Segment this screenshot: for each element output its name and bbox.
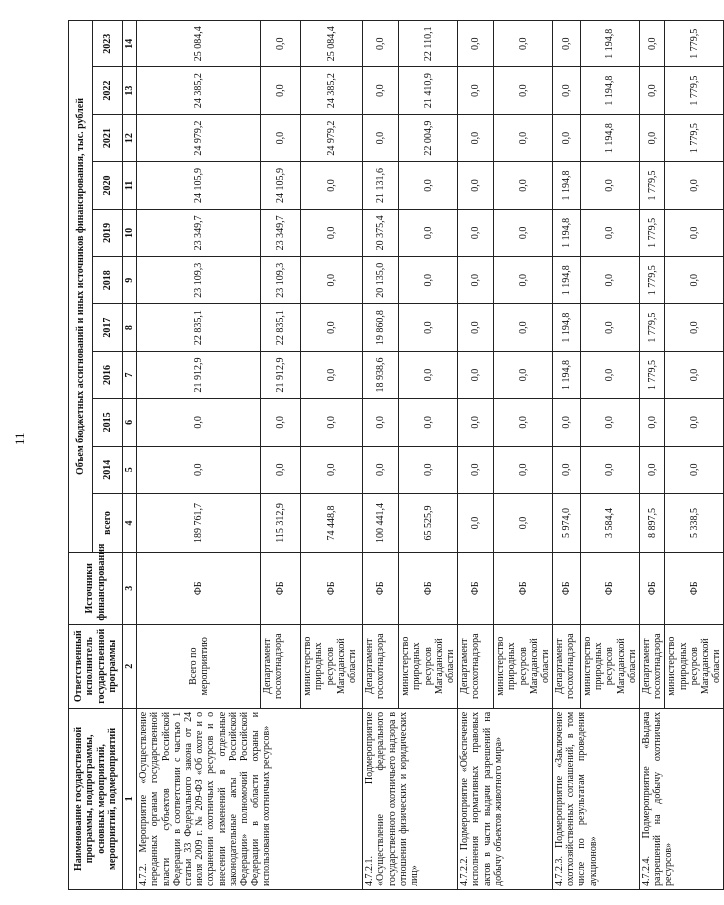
- row-year-value: 22 004,9: [399, 114, 458, 161]
- row-year-value: 0,0: [261, 114, 301, 161]
- row-year-value: 0,0: [494, 162, 553, 209]
- row-total-value: 100 441,4: [363, 493, 399, 552]
- row-year-value: 24 385,2: [301, 67, 363, 114]
- column-number: 12: [123, 114, 137, 161]
- row-year-value: 1 779,5: [640, 209, 665, 256]
- row-year-value: 0,0: [399, 209, 458, 256]
- row-executor: министерство природных ресурсов Магаданской области: [494, 624, 553, 708]
- row-year-value: 0,0: [301, 351, 363, 398]
- row-year-value: 0,0: [665, 162, 724, 209]
- row-executor: Департамент госохотнадзора: [363, 624, 399, 708]
- row-year-value: 0,0: [261, 446, 301, 493]
- row-name: 4.7.2.1. Подмероприятие «Осуществление федерального государственного охотничьего надзора в отношении физических и юридических лиц»: [363, 708, 458, 889]
- row-year-value: 0,0: [494, 114, 553, 161]
- row-year-value: 0,0: [494, 67, 553, 114]
- row-year-value: 0,0: [458, 399, 494, 446]
- row-year-value: 23 349,7: [261, 209, 301, 256]
- row-total-value: 5 974,0: [553, 493, 581, 552]
- column-number: 3: [123, 552, 137, 624]
- row-source: ФБ: [494, 552, 553, 624]
- row-year-value: 0,0: [363, 21, 399, 67]
- row-year-value: 0,0: [458, 351, 494, 398]
- rotated-table-wrapper: [68, 20, 723, 890]
- row-executor: Всего по мероприятию: [137, 624, 261, 708]
- row-year-value: 18 938,6: [363, 351, 399, 398]
- row-year-value: 0,0: [494, 21, 553, 67]
- row-year-value: 1 779,5: [640, 257, 665, 304]
- header-year: 2016: [93, 351, 123, 398]
- row-year-value: 0,0: [665, 304, 724, 351]
- row-year-value: 0,0: [553, 446, 581, 493]
- row-year-value: 24 105,9: [261, 162, 301, 209]
- row-year-value: 23 109,3: [261, 257, 301, 304]
- header-year: 2021: [93, 114, 123, 161]
- row-year-value: 0,0: [640, 21, 665, 67]
- row-year-value: 0,0: [261, 21, 301, 67]
- row-year-value: 1 194,8: [553, 162, 581, 209]
- row-year-value: 0,0: [553, 399, 581, 446]
- row-source: ФБ: [363, 552, 399, 624]
- row-year-value: 20 375,4: [363, 209, 399, 256]
- row-year-value: 0,0: [458, 162, 494, 209]
- row-year-value: 24 105,9: [137, 162, 261, 209]
- row-total-value: 65 525,9: [399, 493, 458, 552]
- row-year-value: 0,0: [494, 399, 553, 446]
- row-year-value: 0,0: [494, 209, 553, 256]
- row-year-value: 0,0: [399, 446, 458, 493]
- row-year-value: 0,0: [665, 399, 724, 446]
- budget-table: [68, 20, 724, 890]
- row-year-value: 0,0: [399, 399, 458, 446]
- row-source: ФБ: [399, 552, 458, 624]
- row-total-value: 189 761,7: [137, 493, 261, 552]
- row-year-value: 0,0: [137, 399, 261, 446]
- row-year-value: 0,0: [458, 257, 494, 304]
- row-year-value: 0,0: [553, 21, 581, 67]
- row-year-value: 0,0: [458, 21, 494, 67]
- row-year-value: 20 135,0: [363, 257, 399, 304]
- row-total-value: 0,0: [458, 493, 494, 552]
- row-total-value: 5 338,5: [665, 493, 724, 552]
- row-year-value: 0,0: [581, 351, 640, 398]
- row-year-value: 0,0: [581, 304, 640, 351]
- row-name: 4.7.2.4. Подмероприятие «Выдача разрешений на добычу охотничьих ресурсов»: [640, 708, 724, 889]
- row-year-value: 0,0: [458, 446, 494, 493]
- row-year-value: 1 194,8: [553, 257, 581, 304]
- row-year-value: 19 860,8: [363, 304, 399, 351]
- row-total-value: 8 897,5: [640, 493, 665, 552]
- row-year-value: 0,0: [137, 446, 261, 493]
- row-executor: министерство природных ресурсов Магаданской области: [399, 624, 458, 708]
- row-year-value: 21 912,9: [261, 351, 301, 398]
- header-year: 2018: [93, 257, 123, 304]
- row-executor: министерство природных ресурсов Магаданской области: [665, 624, 724, 708]
- row-year-value: 0,0: [458, 67, 494, 114]
- column-number: 6: [123, 399, 137, 446]
- column-number: 13: [123, 67, 137, 114]
- column-number: 10: [123, 209, 137, 256]
- row-year-value: 1 779,5: [640, 304, 665, 351]
- header-year: 2023: [93, 21, 123, 67]
- row-year-value: 0,0: [581, 257, 640, 304]
- row-source: ФБ: [458, 552, 494, 624]
- row-year-value: 21 912,9: [137, 351, 261, 398]
- row-year-value: 0,0: [494, 446, 553, 493]
- row-year-value: 0,0: [640, 114, 665, 161]
- row-year-value: 0,0: [399, 304, 458, 351]
- row-year-value: 1 779,5: [665, 21, 724, 67]
- row-year-value: 0,0: [301, 209, 363, 256]
- table-header: [69, 21, 137, 890]
- column-number: 1: [123, 708, 137, 889]
- row-year-value: 0,0: [301, 257, 363, 304]
- row-year-value: 24 979,2: [301, 114, 363, 161]
- row-year-value: 21 131,6: [363, 162, 399, 209]
- table-row: [553, 21, 581, 890]
- row-year-value: 1 779,5: [665, 114, 724, 161]
- row-year-value: 0,0: [399, 351, 458, 398]
- header-volume: Объем бюджетных ассигнований и иных источников финансирования, тыс. рублей: [69, 21, 93, 553]
- header-year: 2017: [93, 304, 123, 351]
- header-year: 2022: [93, 67, 123, 114]
- row-name: 4.7.2.3. Подмероприятие «Заключение охотхозяйственных соглашений, в том числе по результатам проведения аукционов»: [553, 708, 640, 889]
- row-year-value: 1 779,5: [665, 67, 724, 114]
- row-year-value: 0,0: [665, 446, 724, 493]
- row-year-value: 0,0: [640, 399, 665, 446]
- column-number: 4: [123, 493, 137, 552]
- row-year-value: 21 410,9: [399, 67, 458, 114]
- row-year-value: 0,0: [363, 67, 399, 114]
- row-year-value: 0,0: [581, 209, 640, 256]
- row-year-value: 0,0: [363, 399, 399, 446]
- row-executor: Департамент госохотнадзора: [261, 624, 301, 708]
- column-number: 11: [123, 162, 137, 209]
- row-source: ФБ: [640, 552, 665, 624]
- row-source: ФБ: [261, 552, 301, 624]
- row-year-value: 0,0: [301, 399, 363, 446]
- header-year: 2014: [93, 446, 123, 493]
- row-year-value: 22 110,1: [399, 21, 458, 67]
- row-year-value: 0,0: [494, 257, 553, 304]
- row-year-value: 0,0: [494, 351, 553, 398]
- row-year-value: 0,0: [363, 114, 399, 161]
- column-number: 7: [123, 351, 137, 398]
- row-year-value: 1 194,8: [581, 67, 640, 114]
- row-year-value: 0,0: [399, 162, 458, 209]
- row-year-value: 0,0: [665, 351, 724, 398]
- column-number: 5: [123, 446, 137, 493]
- row-source: ФБ: [581, 552, 640, 624]
- row-total-value: 115 312,9: [261, 493, 301, 552]
- row-executor: Департамент госохотнадзора: [458, 624, 494, 708]
- row-source: ФБ: [553, 552, 581, 624]
- row-year-value: 23 349,7: [137, 209, 261, 256]
- row-year-value: 1 194,8: [553, 304, 581, 351]
- row-year-value: 24 385,2: [137, 67, 261, 114]
- row-year-value: 24 979,2: [137, 114, 261, 161]
- row-year-value: 0,0: [458, 114, 494, 161]
- row-year-value: 0,0: [301, 162, 363, 209]
- row-year-value: 0,0: [581, 446, 640, 493]
- header-executor: Ответственный исполнитель государственной программы: [69, 624, 123, 708]
- row-year-value: 0,0: [458, 209, 494, 256]
- row-year-value: 25 084,4: [137, 21, 261, 67]
- column-number-row: [123, 21, 137, 890]
- header-year: 2019: [93, 209, 123, 256]
- row-executor: министерство природных ресурсов Магаданской области: [581, 624, 640, 708]
- row-total-value: 3 584,4: [581, 493, 640, 552]
- row-source: ФБ: [137, 552, 261, 624]
- header-year: 2020: [93, 162, 123, 209]
- row-year-value: 0,0: [458, 304, 494, 351]
- row-year-value: 0,0: [553, 114, 581, 161]
- row-year-value: 0,0: [494, 304, 553, 351]
- row-year-value: 1 194,8: [581, 21, 640, 67]
- row-year-value: 0,0: [665, 257, 724, 304]
- header-name: Наименование государственной программы, подпрограммы, основных мероприятий, мероприятий, подмероприятий: [69, 708, 123, 889]
- table-row: [640, 21, 665, 890]
- row-year-value: 0,0: [363, 446, 399, 493]
- table-row: [458, 21, 494, 890]
- table-row: [137, 21, 261, 890]
- row-executor: Департамент госохотнадзора: [640, 624, 665, 708]
- row-year-value: 0,0: [301, 304, 363, 351]
- row-year-value: 0,0: [553, 67, 581, 114]
- row-year-value: 0,0: [301, 446, 363, 493]
- row-source: ФБ: [665, 552, 724, 624]
- row-year-value: 1 194,8: [581, 114, 640, 161]
- row-year-value: 1 194,8: [553, 209, 581, 256]
- row-name: 4.7.2. Мероприятие «Осуществление переданных органам государственной власти субъектов Российской Федерации в соответствии с частью 1 статьи 33 Федерального закона от 24 июля 2009 г. № 209-ФЗ «Об охоте и о сохранении охотничьих ресурсов и о внесении изменений в отдельные законодательные акты Российской Федерации» полномочий Российской Федерации в области охраны и использования охотничьих ресурсов»: [137, 708, 363, 889]
- column-number: 14: [123, 21, 137, 67]
- row-total-value: 0,0: [494, 493, 553, 552]
- table-row: [363, 21, 399, 890]
- row-year-value: 1 194,8: [553, 351, 581, 398]
- row-year-value: 0,0: [261, 399, 301, 446]
- header-source: Источники финансирования: [69, 552, 123, 624]
- row-executor: Департамент госохотнадзора: [553, 624, 581, 708]
- row-year-value: 0,0: [261, 67, 301, 114]
- header-year: 2015: [93, 399, 123, 446]
- column-number: 9: [123, 257, 137, 304]
- page-number: 11: [12, 432, 27, 445]
- header-total: всего: [93, 493, 123, 552]
- row-year-value: 23 109,3: [137, 257, 261, 304]
- row-year-value: 0,0: [640, 446, 665, 493]
- row-year-value: 25 084,4: [301, 21, 363, 67]
- row-year-value: 0,0: [399, 257, 458, 304]
- row-executor: министерство природных ресурсов Магаданской области: [301, 624, 363, 708]
- row-year-value: 1 779,5: [640, 162, 665, 209]
- column-number: 8: [123, 304, 137, 351]
- row-year-value: 0,0: [581, 162, 640, 209]
- row-source: ФБ: [301, 552, 363, 624]
- table-body: [137, 21, 724, 890]
- column-number: 2: [123, 624, 137, 708]
- row-total-value: 74 448,8: [301, 493, 363, 552]
- row-year-value: 22 835,1: [137, 304, 261, 351]
- row-year-value: 22 835,1: [261, 304, 301, 351]
- row-year-value: 0,0: [640, 67, 665, 114]
- row-year-value: 0,0: [581, 399, 640, 446]
- row-year-value: 1 779,5: [640, 351, 665, 398]
- row-name: 4.7.2.2. Подмероприятие «Обеспечение исполнения нормативных правовых актов в части выдачи разрешений на добычу объектов животного мира»: [458, 708, 553, 889]
- row-year-value: 0,0: [665, 209, 724, 256]
